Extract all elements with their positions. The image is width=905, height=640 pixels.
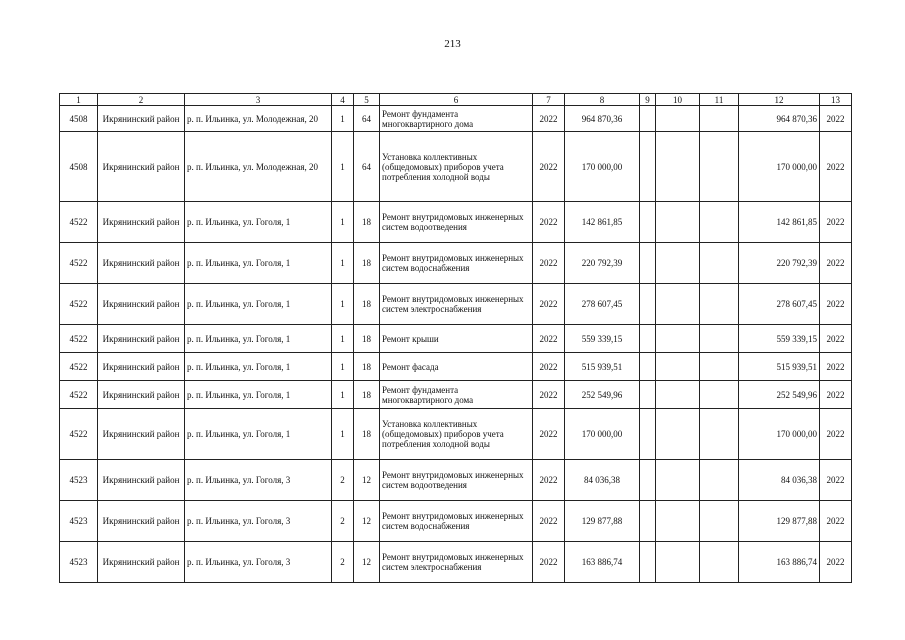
district-cell: Икрянинский район [98, 409, 185, 460]
col-4-value-cell: 2 [332, 542, 354, 583]
house-id-cell: 4522 [60, 325, 98, 353]
col-9-value-cell [640, 353, 656, 381]
header-cell: 9 [640, 94, 656, 106]
col-9-value-cell [640, 501, 656, 542]
work-type-cell: Ремонт фундамента многоквартирного дома [380, 381, 533, 409]
repair-program-table [59, 93, 852, 583]
col-5-value-cell: 18 [354, 381, 380, 409]
year-cell: 2022 [533, 501, 565, 542]
district-cell: Икрянинский район [98, 460, 185, 501]
year-cell: 2022 [533, 353, 565, 381]
completion-year-cell: 2022 [820, 325, 852, 353]
completion-year-cell: 2022 [820, 501, 852, 542]
completion-year-cell: 2022 [820, 460, 852, 501]
fund-cost-cell: 559 339,15 [739, 325, 820, 353]
house-id-cell: 4522 [60, 202, 98, 243]
house-id-cell: 4522 [60, 243, 98, 284]
table-row [60, 542, 852, 583]
fund-cost-cell: 129 877,88 [739, 501, 820, 542]
col-11-value-cell [700, 325, 739, 353]
header-cell: 13 [820, 94, 852, 106]
address-cell: р. п. Ильинка, ул. Гоголя, 3 [185, 501, 332, 542]
total-cost-cell: 220 792,39 [565, 243, 640, 284]
work-type-cell: Установка коллективных (общедомовых) приборов учета потребления холодной воды [380, 409, 533, 460]
address-cell: р. п. Ильинка, ул. Гоголя, 3 [185, 542, 332, 583]
total-cost-cell: 129 877,88 [565, 501, 640, 542]
district-cell: Икрянинский район [98, 284, 185, 325]
col-4-value-cell: 1 [332, 381, 354, 409]
district-cell: Икрянинский район [98, 381, 185, 409]
col-10-value-cell [656, 325, 700, 353]
table-body [60, 106, 852, 583]
completion-year-cell: 2022 [820, 106, 852, 132]
table-row [60, 202, 852, 243]
col-5-value-cell: 18 [354, 243, 380, 284]
district-cell: Икрянинский район [98, 353, 185, 381]
year-cell: 2022 [533, 202, 565, 243]
col-5-value-cell: 18 [354, 353, 380, 381]
table-row [60, 284, 852, 325]
district-cell: Икрянинский район [98, 202, 185, 243]
work-type-cell: Ремонт крыши [380, 325, 533, 353]
col-4-value-cell: 1 [332, 409, 354, 460]
col-10-value-cell [656, 542, 700, 583]
table-row [60, 409, 852, 460]
total-cost-cell: 170 000,00 [565, 132, 640, 202]
house-id-cell: 4523 [60, 460, 98, 501]
header-cell: 2 [98, 94, 185, 106]
col-9-value-cell [640, 243, 656, 284]
page-number: 213 [444, 38, 461, 50]
year-cell: 2022 [533, 284, 565, 325]
col-5-value-cell: 18 [354, 202, 380, 243]
address-cell: р. п. Ильинка, ул. Гоголя, 1 [185, 353, 332, 381]
district-cell: Икрянинский район [98, 243, 185, 284]
table-row [60, 460, 852, 501]
total-cost-cell: 170 000,00 [565, 409, 640, 460]
completion-year-cell: 2022 [820, 542, 852, 583]
year-cell: 2022 [533, 542, 565, 583]
address-cell: р. п. Ильинка, ул. Гоголя, 1 [185, 325, 332, 353]
col-5-value-cell: 64 [354, 132, 380, 202]
col-10-value-cell [656, 353, 700, 381]
address-cell: р. п. Ильинка, ул. Гоголя, 1 [185, 409, 332, 460]
col-11-value-cell [700, 132, 739, 202]
house-id-cell: 4508 [60, 132, 98, 202]
col-4-value-cell: 1 [332, 202, 354, 243]
year-cell: 2022 [533, 132, 565, 202]
district-cell: Икрянинский район [98, 542, 185, 583]
col-10-value-cell [656, 284, 700, 325]
col-10-value-cell [656, 243, 700, 284]
total-cost-cell: 84 036,38 [565, 460, 640, 501]
fund-cost-cell: 170 000,00 [739, 409, 820, 460]
col-5-value-cell: 64 [354, 106, 380, 132]
fund-cost-cell: 252 549,96 [739, 381, 820, 409]
col-4-value-cell: 2 [332, 460, 354, 501]
table-row [60, 501, 852, 542]
address-cell: р. п. Ильинка, ул. Гоголя, 1 [185, 381, 332, 409]
fund-cost-cell: 142 861,85 [739, 202, 820, 243]
year-cell: 2022 [533, 106, 565, 132]
col-11-value-cell [700, 353, 739, 381]
col-10-value-cell [656, 409, 700, 460]
col-5-value-cell: 18 [354, 325, 380, 353]
col-5-value-cell: 12 [354, 501, 380, 542]
house-id-cell: 4508 [60, 106, 98, 132]
header-cell: 1 [60, 94, 98, 106]
col-9-value-cell [640, 202, 656, 243]
house-id-cell: 4522 [60, 381, 98, 409]
house-id-cell: 4522 [60, 284, 98, 325]
col-10-value-cell [656, 106, 700, 132]
col-9-value-cell [640, 460, 656, 501]
work-type-cell: Ремонт фундамента многоквартирного дома [380, 106, 533, 132]
district-cell: Икрянинский район [98, 325, 185, 353]
house-id-cell: 4523 [60, 542, 98, 583]
header-cell: 10 [656, 94, 700, 106]
col-9-value-cell [640, 132, 656, 202]
completion-year-cell: 2022 [820, 202, 852, 243]
work-type-cell: Ремонт внутридомовых инженерных систем водоотведения [380, 202, 533, 243]
header-cell: 11 [700, 94, 739, 106]
district-cell: Икрянинский район [98, 106, 185, 132]
total-cost-cell: 142 861,85 [565, 202, 640, 243]
col-11-value-cell [700, 106, 739, 132]
col-9-value-cell [640, 381, 656, 409]
table-row [60, 381, 852, 409]
col-11-value-cell [700, 409, 739, 460]
col-5-value-cell: 18 [354, 409, 380, 460]
col-11-value-cell [700, 501, 739, 542]
col-4-value-cell: 1 [332, 132, 354, 202]
header-cell: 6 [380, 94, 533, 106]
header-cell: 3 [185, 94, 332, 106]
table-row [60, 325, 852, 353]
col-5-value-cell: 12 [354, 460, 380, 501]
header-cell: 8 [565, 94, 640, 106]
total-cost-cell: 964 870,36 [565, 106, 640, 132]
address-cell: р. п. Ильинка, ул. Молодежная, 20 [185, 106, 332, 132]
address-cell: р. п. Ильинка, ул. Гоголя, 1 [185, 243, 332, 284]
col-4-value-cell: 1 [332, 353, 354, 381]
address-cell: р. п. Ильинка, ул. Молодежная, 20 [185, 132, 332, 202]
col-4-value-cell: 1 [332, 325, 354, 353]
year-cell: 2022 [533, 460, 565, 501]
col-11-value-cell [700, 284, 739, 325]
fund-cost-cell: 84 036,38 [739, 460, 820, 501]
table-row [60, 353, 852, 381]
year-cell: 2022 [533, 381, 565, 409]
year-cell: 2022 [533, 243, 565, 284]
completion-year-cell: 2022 [820, 284, 852, 325]
year-cell: 2022 [533, 409, 565, 460]
completion-year-cell: 2022 [820, 353, 852, 381]
col-5-value-cell: 12 [354, 542, 380, 583]
total-cost-cell: 515 939,51 [565, 353, 640, 381]
fund-cost-cell: 163 886,74 [739, 542, 820, 583]
completion-year-cell: 2022 [820, 381, 852, 409]
year-cell: 2022 [533, 325, 565, 353]
fund-cost-cell: 220 792,39 [739, 243, 820, 284]
col-9-value-cell [640, 542, 656, 583]
col-9-value-cell [640, 325, 656, 353]
fund-cost-cell: 278 607,45 [739, 284, 820, 325]
address-cell: р. п. Ильинка, ул. Гоголя, 3 [185, 460, 332, 501]
address-cell: р. п. Ильинка, ул. Гоголя, 1 [185, 284, 332, 325]
col-10-value-cell [656, 501, 700, 542]
col-10-value-cell [656, 202, 700, 243]
total-cost-cell: 559 339,15 [565, 325, 640, 353]
address-cell: р. п. Ильинка, ул. Гоголя, 1 [185, 202, 332, 243]
col-11-value-cell [700, 460, 739, 501]
col-4-value-cell: 1 [332, 243, 354, 284]
header-cell: 4 [332, 94, 354, 106]
col-5-value-cell: 18 [354, 284, 380, 325]
col-4-value-cell: 1 [332, 284, 354, 325]
total-cost-cell: 278 607,45 [565, 284, 640, 325]
header-cell: 5 [354, 94, 380, 106]
col-10-value-cell [656, 132, 700, 202]
col-9-value-cell [640, 106, 656, 132]
work-type-cell: Ремонт внутридомовых инженерных систем электроснабжения [380, 542, 533, 583]
work-type-cell: Ремонт внутридомовых инженерных систем водоснабжения [380, 501, 533, 542]
completion-year-cell: 2022 [820, 243, 852, 284]
col-9-value-cell [640, 409, 656, 460]
col-11-value-cell [700, 381, 739, 409]
fund-cost-cell: 964 870,36 [739, 106, 820, 132]
work-type-cell: Установка коллективных (общедомовых) приборов учета потребления холодной воды [380, 132, 533, 202]
table-row [60, 132, 852, 202]
fund-cost-cell: 515 939,51 [739, 353, 820, 381]
district-cell: Икрянинский район [98, 501, 185, 542]
col-10-value-cell [656, 381, 700, 409]
header-cell: 7 [533, 94, 565, 106]
col-10-value-cell [656, 460, 700, 501]
table-row [60, 106, 852, 132]
table-row [60, 243, 852, 284]
col-4-value-cell: 2 [332, 501, 354, 542]
house-id-cell: 4522 [60, 353, 98, 381]
col-11-value-cell [700, 542, 739, 583]
work-type-cell: Ремонт внутридомовых инженерных систем электроснабжения [380, 284, 533, 325]
work-type-cell: Ремонт внутридомовых инженерных систем водоснабжения [380, 243, 533, 284]
total-cost-cell: 252 549,96 [565, 381, 640, 409]
total-cost-cell: 163 886,74 [565, 542, 640, 583]
header-cell: 12 [739, 94, 820, 106]
district-cell: Икрянинский район [98, 132, 185, 202]
completion-year-cell: 2022 [820, 409, 852, 460]
work-type-cell: Ремонт фасада [380, 353, 533, 381]
completion-year-cell: 2022 [820, 132, 852, 202]
house-id-cell: 4522 [60, 409, 98, 460]
col-11-value-cell [700, 243, 739, 284]
work-type-cell: Ремонт внутридомовых инженерных систем водоотведения [380, 460, 533, 501]
fund-cost-cell: 170 000,00 [739, 132, 820, 202]
house-id-cell: 4523 [60, 501, 98, 542]
col-11-value-cell [700, 202, 739, 243]
col-4-value-cell: 1 [332, 106, 354, 132]
table-header-row [60, 94, 852, 106]
col-9-value-cell [640, 284, 656, 325]
